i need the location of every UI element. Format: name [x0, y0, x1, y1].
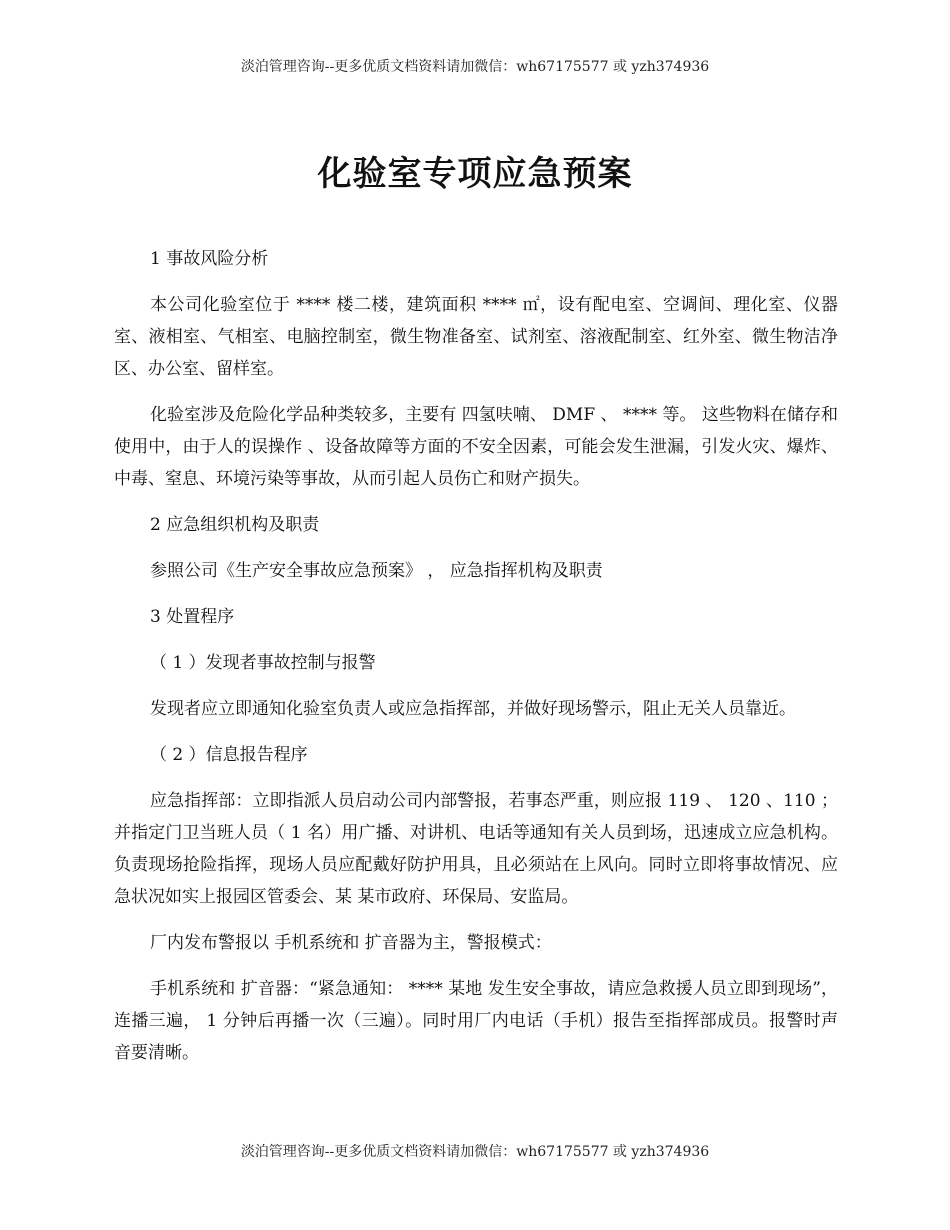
section-3-paragraph-4: 手机系统和 扩音器：“紧急通知： **** 某地 发生安全事故，请应急救援人员立即到现场”，连播三遍， 1 分钟后再播一次（三遍）。同时用厂内电话（手机）报告至指挥部成员。报警时声音要清晰。 — [114, 979, 838, 1063]
page-footer: 淡泊管理咨询--更多优质文档资料请加微信：wh67175577 或 yzh374936 — [240, 1144, 710, 1160]
section-2-heading: 2 应急组织机构及职责 — [150, 515, 320, 535]
section-2-paragraph-1: 参照公司《生产安全事故应急预案》 ， 应急指挥机构及职责 — [150, 561, 603, 581]
section-1-paragraph-2: 化验室涉及危险化学品种类较多，主要有 四氢呋喃、 DMF 、 **** 等。 这些物料在储存和使用中，由于人的误操作 、设备故障等方面的不安全因素，可能会发生泄漏，引发火灾、爆炸、中毒、窒息、环境污染等事故，从而引起人员伤亡和财产损失。 — [114, 405, 838, 489]
document-title: 化验室专项应急预案 — [317, 154, 633, 194]
section-3-heading: 3 处置程序 — [150, 607, 235, 627]
section-3-paragraph-3: 厂内发布警报以 手机系统和 扩音器为主，警报模式： — [150, 933, 552, 953]
section-1-heading: 1 事故风险分析 — [150, 249, 269, 269]
section-1-paragraph-1: 本公司化验室位于 **** 楼二楼，建筑面积 **** ㎡，设有配电室、空调间、理化室、仪器室、液相室、气相室、电脑控制室，微生物准备室、试剂室、溶液配制室、红外室、微生物洁净区、办公室、留样室。 — [114, 295, 838, 379]
section-3-paragraph-1: 发现者应立即通知化验室负责人或应急指挥部，并做好现场警示，阻止无关人员靠近。 — [150, 699, 796, 719]
section-3-paragraph-2: 应急指挥部：立即指派人员启动公司内部警报，若事态严重，则应报 119 、 120 、110 ；并指定门卫当班人员（ 1 名）用广播、对讲机、电话等通知有关人员到场，迅速成立应急机构。负责现场抢险指挥，现场人员应配戴好防护用具，且必须站在上风向。同时立即将事故情况、应急状况如实上报园区管委会、某 某市政府、环保局、安监局。 — [114, 791, 838, 907]
document-body — [114, 243, 838, 1083]
section-3-subheading-2: （ 2 ）信息报告程序 — [150, 745, 308, 765]
page-header: 淡泊管理咨询--更多优质文档资料请加微信：wh67175577 或 yzh374936 — [240, 59, 710, 75]
section-3-subheading-1: （ 1 ）发现者事故控制与报警 — [150, 653, 376, 673]
